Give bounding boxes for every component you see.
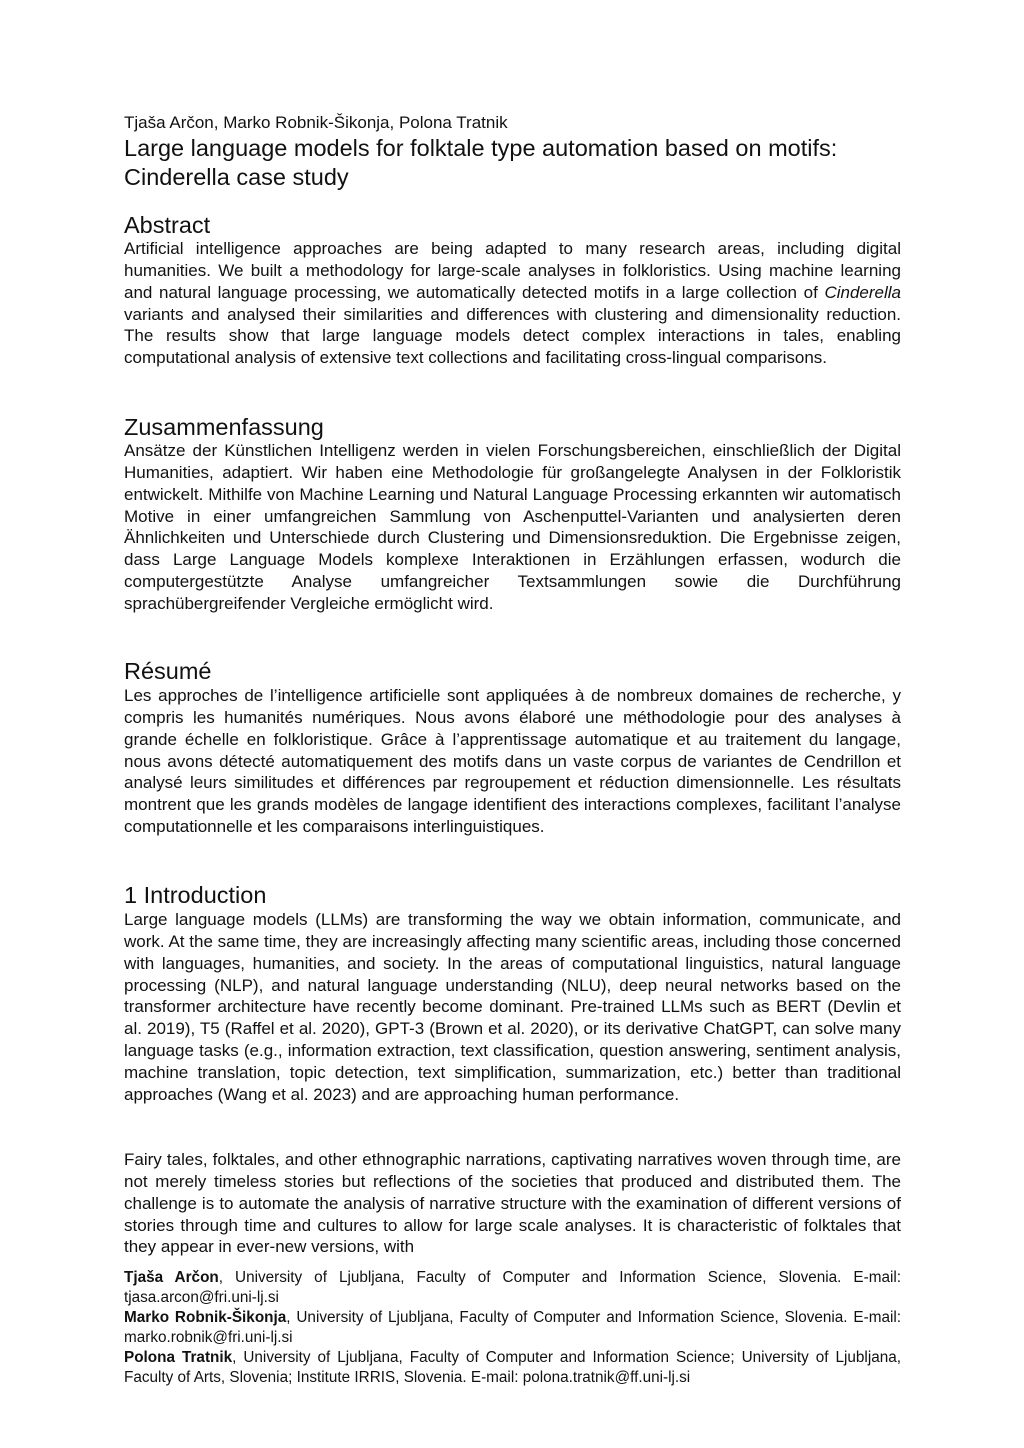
resume-text: Les approches de l’intelligence artificielle sont appliquées à de nombreux domaines de recherche, y compris les humanités numériques. Nous avons élaboré une méthodologie pour des analyses à grande échelle en folkloristique. Grâce à l’apprentissage automatique et au traitement du langage, nous avons détecté automatiquement des motifs dans un vaste corpus de variantes de Cendrillon et analysé leurs similitudes et différences par regroupement et réduction dimensionnelle. Les résultats montrent que les grands modèles de langage identifient des interactions complexes, facilitant l’analyse computationnelle et les comparaisons interlinguistiques. <box>124 686 901 837</box>
footnote <box>124 1268 901 1308</box>
footnote-author: Tjaša Arčon <box>124 1269 219 1286</box>
author-list: Tjaša Arčon, Marko Robnik-Šikonja, Polona Tratnik <box>124 113 508 132</box>
abstract-heading: Abstract <box>124 212 211 238</box>
resume-heading: Résumé <box>124 658 212 684</box>
footnote-affiliation: , University of Ljubljana, Faculty of Computer and Information Science; University of Ljubljana, Faculty of Arts, Slovenia; Institute IRRIS, Slovenia. E-mail: polona.tratnik@ff.uni-lj.si <box>124 1349 901 1386</box>
abstract-text <box>124 238 901 369</box>
footnote <box>124 1308 901 1348</box>
author-footnotes <box>124 1268 901 1388</box>
footnote-affiliation: , University of Ljubljana, Faculty of Computer and Information Science, Slovenia. E-mail: tjasa.arcon@fri.uni-lj.si <box>124 1269 901 1306</box>
footnote <box>124 1348 901 1388</box>
zusammenfassung-text: Ansätze der Künstlichen Intelligenz werden in vielen Forschungsbereichen, einschließlich der Digital Humanities, adaptiert. Wir haben eine Methodologie für großangelegte Analysen in der Folkloristik entwickelt. Mithilfe von Machine Learning und Natural Language Processing erkannten wir automatisch Motive in einer umfangreichen Sammlung von Aschenputtel-Varianten und analysierten deren Ähnlichkeiten und Unterschiede durch Clustering und Dimensionsreduktion. Die Ergebnisse zeigen, dass Large Language Models komplexe Interaktionen in Erzählungen erfassen, wodurch die computergestützte Analyse umfangreicher Textsammlungen sowie die Durchführung sprachübergreifender Vergleiche ermöglicht wird. <box>124 441 901 613</box>
abstract-italic-term: Cinderella <box>824 282 901 302</box>
introduction-paragraph-2: Fairy tales, folktales, and other ethnographic narrations, captivating narratives woven through time, are not merely timeless stories but reflections of the societies that produced and distributed them. The challenge is to automate the analysis of narrative structure with the examination of different versions of stories through time and cultures to allow for large scale analyses. It is characteristic of folktales that they appear in ever-new versions, with <box>124 1150 901 1257</box>
footnote-author: Marko Robnik-Šikonja <box>124 1309 287 1326</box>
abstract-text-part: variants and analysed their similarities and differences with clustering and dimensionality reduction. The results show that large language models detect complex interactions in tales, enabling computational analysis of extensive text collections and facilitating cross-lingual comparisons. <box>124 304 901 368</box>
abstract-text-part: Artificial intelligence approaches are being adapted to many research areas, including digital humanities. We built a methodology for large-scale analyses in folkloristics. Using machine learning and natural language processing, we automatically detected motifs in a large collection of <box>124 239 901 302</box>
footnote-author: Polona Tratnik <box>124 1349 233 1366</box>
introduction-heading: 1 Introduction <box>124 882 267 908</box>
paper-title: Large language models for folktale type automation based on motifs: Cinderella case study <box>124 135 838 190</box>
introduction-paragraph-1: Large language models (LLMs) are transforming the way we obtain information, communicate, and work. At the same time, they are increasingly affecting many scientific areas, including those concerned with languages, humanities, and society. In the areas of computational linguistics, natural language processing (NLP), and natural language understanding (NLU), deep neural networks based on the transformer architecture have recently become dominant. Pre-trained LLMs such as BERT (Devlin et al. 2019), T5 (Raffel et al. 2020), GPT-3 (Brown et al. 2020), or its derivative ChatGPT, can solve many language tasks (e.g., information extraction, text classification, question answering, sentiment analysis, machine translation, topic detection, text simplification, summarization, etc.) better than traditional approaches (Wang et al. 2023) and are approaching human performance. <box>124 910 901 1104</box>
footnote-affiliation: , University of Ljubljana, Faculty of Computer and Information Science, Slovenia. E-mail: marko.robnik@fri.uni-lj.si <box>124 1309 901 1346</box>
zusammenfassung-heading: Zusammenfassung <box>124 414 324 440</box>
